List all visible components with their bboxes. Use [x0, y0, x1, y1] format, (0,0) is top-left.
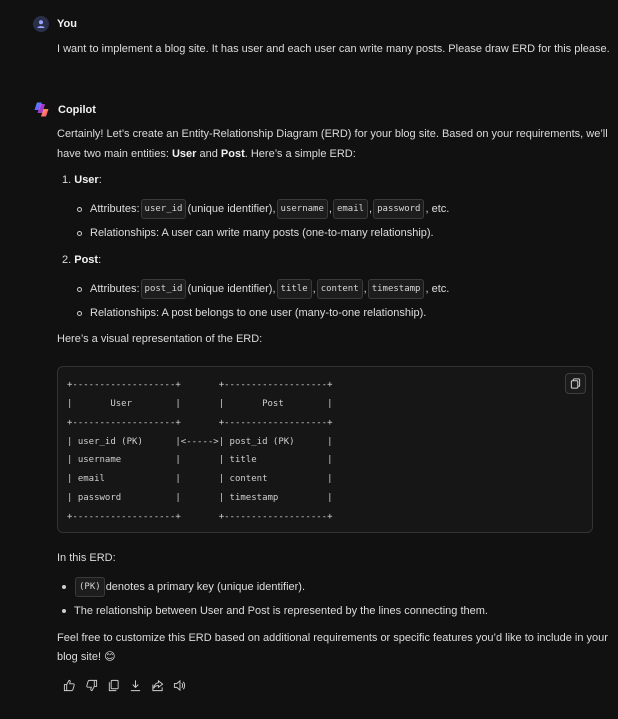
sep: ,: [328, 203, 332, 215]
share-icon: [151, 679, 164, 692]
copilot-logo-icon: [33, 101, 50, 118]
attr-label: Attributes:: [90, 283, 140, 295]
bullet-dot: [77, 231, 82, 236]
in-this-erd: In this ERD:: [57, 552, 116, 564]
attr-etc: , etc.: [425, 283, 450, 295]
attr-code: title: [277, 279, 312, 299]
attr-code: content: [317, 279, 363, 299]
list-item-post: [62, 252, 101, 268]
list-title: Post: [74, 254, 99, 266]
copy-icon: [570, 378, 581, 389]
attr-code: post_id: [141, 279, 187, 299]
bullet-dot: [77, 207, 82, 212]
user-avatar: [33, 16, 49, 32]
download-button[interactable]: [127, 677, 143, 693]
relationship-text: Relationships: A user can write many posts (one-to-many relationship).: [90, 227, 434, 239]
copilot-message-header: [33, 101, 96, 118]
note-pk: [62, 577, 305, 597]
like-button[interactable]: [61, 677, 77, 693]
share-button[interactable]: [149, 677, 165, 693]
sep: ,: [363, 283, 367, 295]
thumbs-up-icon: [63, 679, 76, 692]
attr-code: user_id: [141, 199, 187, 219]
list-number: 2.: [62, 254, 72, 266]
erd-code-block: [57, 366, 593, 533]
copy-icon: [107, 679, 120, 692]
copy-message-button[interactable]: [105, 677, 121, 693]
list-number: 1.: [62, 174, 72, 186]
bullet-dot: [62, 585, 66, 589]
note-relationship-text: The relationship between User and Post is represented by the lines connecting them.: [74, 605, 488, 617]
copilot-intro-line-2: [57, 145, 356, 165]
thumbs-down-icon: [85, 679, 98, 692]
sep: ,: [312, 283, 316, 295]
attr-code: email: [333, 199, 368, 219]
user-attributes: [77, 199, 449, 219]
user-message-header: [33, 16, 77, 32]
relationship-text: Relationships: A post belongs to one user (many-to-one relationship).: [90, 307, 427, 319]
list-title: User: [74, 174, 99, 186]
dislike-button[interactable]: [83, 677, 99, 693]
attr-note: (unique identifier),: [187, 283, 276, 295]
bullet-dot: [62, 609, 66, 613]
copilot-intro-line-1: Certainly! Let’s create an Entity-Relationship Diagram (ERD) for your blog site. Based on your requirements, we’ll: [57, 128, 608, 140]
post-relationships: [77, 305, 426, 321]
list-colon: :: [98, 254, 102, 266]
bullet-dot: [77, 287, 82, 292]
sep: ,: [369, 203, 373, 215]
user-message-text: I want to implement a blog site. It has user and each user can write many posts. Please draw ERD for this please.: [57, 43, 610, 55]
closing-line-1: Feel free to customize this ERD based on additional requirements or specific features you’d like to include in your: [57, 632, 608, 644]
post-attributes: [77, 279, 449, 299]
entity-user-bold: User: [171, 148, 197, 160]
copilot-speaker-name: Copilot: [58, 103, 96, 116]
list-colon: :: [98, 174, 102, 186]
download-icon: [129, 679, 142, 692]
intro-text-end: . Here’s a simple ERD:: [244, 148, 356, 160]
user-relationships: [77, 225, 434, 241]
bullet-dot: [77, 311, 82, 316]
attr-code: username: [277, 199, 328, 219]
note-relationship: [62, 603, 488, 619]
entity-post-bold: Post: [220, 148, 245, 160]
intro-text: have two main entities:: [57, 148, 172, 160]
attr-etc: , etc.: [425, 203, 450, 215]
read-aloud-button[interactable]: [171, 677, 187, 693]
attr-label: Attributes:: [90, 203, 140, 215]
closing-line-2: blog site! 😊: [57, 651, 116, 663]
note-pk-text: denotes a primary key (unique identifier).: [105, 581, 306, 593]
attr-code: password: [373, 199, 424, 219]
copy-code-button[interactable]: [565, 373, 586, 394]
pk-code: (PK): [75, 577, 105, 597]
attr-note: (unique identifier),: [187, 203, 276, 215]
speaker-icon: [173, 679, 186, 692]
person-icon: [36, 19, 46, 29]
visual-intro: Here’s a visual representation of the ERD:: [57, 333, 263, 345]
user-speaker-name: You: [57, 18, 77, 30]
erd-code: +-------------------+ +-------------------+ | User | | Post | +-------------------+ +-------------------+ | user_id (PK) |<----->| post_id (PK) | | username | | title | | email | | content | | password | | timestamp | +-------------------+ +-------------------+: [67, 380, 333, 522]
message-actions: [61, 677, 187, 693]
list-item-user: [62, 172, 102, 188]
attr-code: timestamp: [368, 279, 425, 299]
intro-and: and: [196, 148, 221, 160]
